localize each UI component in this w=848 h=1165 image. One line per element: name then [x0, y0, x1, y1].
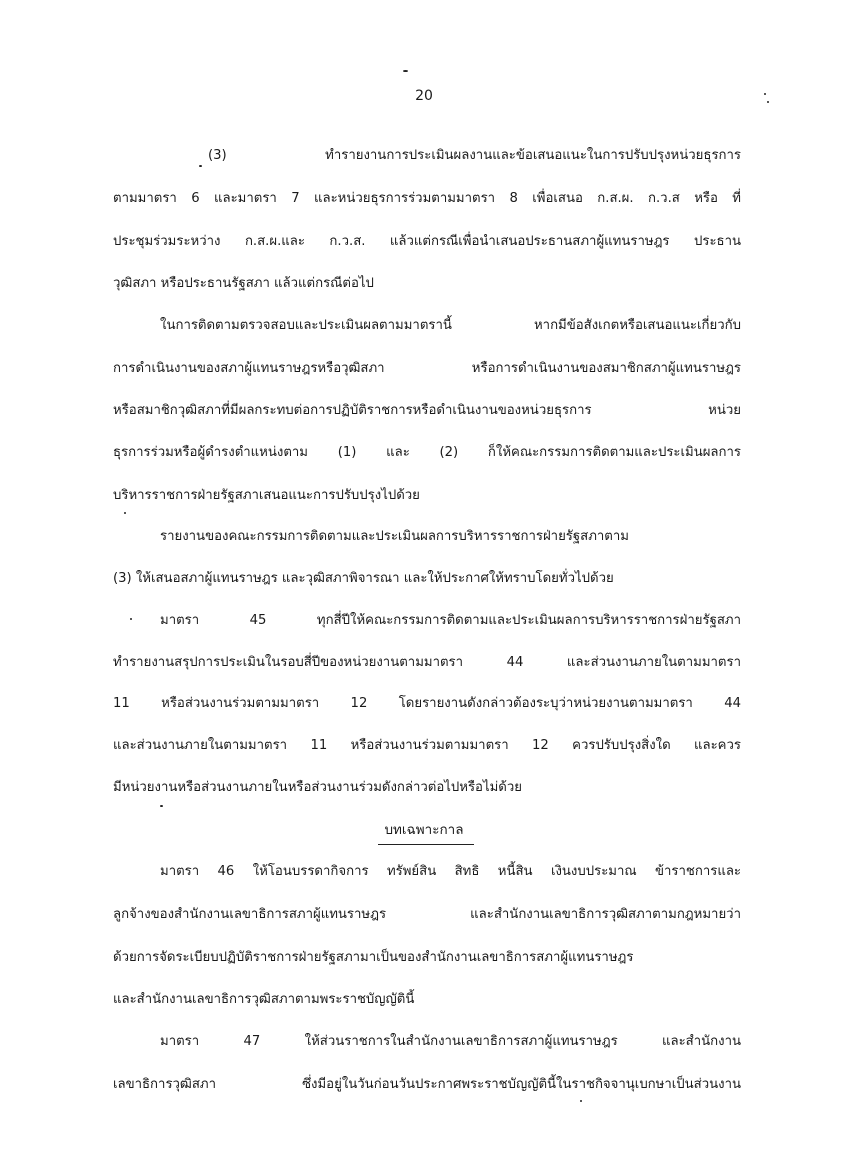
heading-underline	[378, 844, 474, 845]
text-line: และส่วนงานภายในตามมาตรา 11 หรือส่วนงานร่วมตามมาตรา 12 ควรปรับปรุงสิ่งใด และควร	[113, 738, 741, 753]
text-line: ลูกจ้างของสำนักงานเลขาธิการสภาผู้แทนราษฎร และสำนักงานเลขาธิการวุฒิสภาตามกฎหมายว่า	[113, 907, 741, 922]
scan-speck	[130, 618, 132, 620]
text-line: บริหารราชการฝ่ายรัฐสภาเสนอแนะการปรับปรุงไปด้วย	[113, 488, 420, 503]
scan-speck	[199, 165, 202, 167]
text-line: มาตรา 46 ให้โอนบรรดากิจการ ทรัพย์สิน สิทธิ หนี้สิน เงินงบประมาณ ข้าราชการและ	[160, 864, 741, 879]
text-line: ในการติดตามตรวจสอบและประเมินผลตามมาตรานี้ หากมีข้อสังเกตหรือเสนอแนะเกี่ยวกับ	[160, 318, 741, 333]
scan-speck	[403, 70, 408, 72]
scan-speck	[764, 93, 766, 95]
text-line: 11 หรือส่วนงานร่วมตามมาตรา 12 โดยรายงานดังกล่าวต้องระบุว่าหน่วยงานตามมาตรา 44	[113, 696, 741, 711]
text-line: ตามมาตรา 6 และมาตรา 7 และหน่วยธุรการร่วมตามมาตรา 8 เพื่อเสนอ ก.ส.ผ. ก.ว.ส หรือ ที่	[113, 191, 741, 206]
scan-speck	[124, 512, 126, 514]
text-line: วุฒิสภา หรือประธานรัฐสภา แล้วแต่กรณีต่อไป	[113, 276, 374, 291]
text-line: ด้วยการจัดระเบียบปฏิบัติราชการฝ่ายรัฐสภามาเป็นของสำนักงานเลขาธิการสภาผู้แทนราษฎร	[113, 950, 634, 965]
text-line: และสำนักงานเลขาธิการวุฒิสภาตามพระราชบัญญัตินี้	[113, 992, 415, 1007]
text-line: การดำเนินงานของสภาผู้แทนราษฎรหรือวุฒิสภา หรือการดำเนินงานของสมาชิกสภาผู้แทนราษฎร	[113, 361, 741, 376]
text-line: เลขาธิการวุฒิสภา ซึ่งมีอยู่ในวันก่อนวันประกาศพระราชบัญญัตินี้ในราชกิจจานุเบกษาเป็นส่วนงาน	[113, 1077, 741, 1092]
section-heading: บทเฉพาะกาล	[384, 822, 464, 838]
scan-speck	[580, 1100, 582, 1102]
page-number: 20	[415, 88, 433, 104]
text-line: ทำรายงานสรุปการประเมินในรอบสี่ปีของหน่วยงานตามมาตรา 44 และส่วนงานภายในตามมาตรา	[113, 655, 741, 670]
text-line: หรือสมาชิกวุฒิสภาที่มีผลกระทบต่อการปฏิบัติราชการหรือดำเนินงานของหน่วยธุรการ หน่วย	[113, 403, 741, 418]
text-line: มาตรา 45 ทุกสี่ปีให้คณะกรรมการติดตามและประเมินผลการบริหารราชการฝ่ายรัฐสภา	[160, 613, 741, 628]
text-line: มีหน่วยงานหรือส่วนงานภายในหรือส่วนงานร่วมดังกล่าวต่อไปหรือไม่ด้วย	[113, 780, 522, 795]
scan-speck	[160, 805, 163, 807]
text-line: (3) ทำรายงานการประเมินผลงานและข้อเสนอแนะในการปรับปรุงหน่วยธุรการ	[208, 148, 741, 163]
text-line: รายงานของคณะกรรมการติดตามและประเมินผลการบริหารราชการฝ่ายรัฐสภาตาม	[160, 529, 629, 544]
text-line: มาตรา 47 ให้ส่วนราชการในสำนักงานเลขาธิการสภาผู้แทนราษฎร และสำนักงาน	[160, 1034, 741, 1049]
text-line: ธุรการร่วมหรือผู้ดำรงตำแหน่งตาม (1) และ (2) ก็ให้คณะกรรมการติดตามและประเมินผลการ	[113, 445, 741, 460]
text-line: ประชุมร่วมระหว่าง ก.ส.ผ.และ ก.ว.ส. แล้วแต่กรณีเพื่อนำเสนอประธานสภาผู้แทนราษฎร ประธาน	[113, 234, 741, 249]
scan-speck	[767, 101, 769, 103]
text-line: (3) ให้เสนอสภาผู้แทนราษฎร และวุฒิสภาพิจารณา และให้ประกาศให้ทราบโดยทั่วไปด้วย	[113, 571, 614, 586]
